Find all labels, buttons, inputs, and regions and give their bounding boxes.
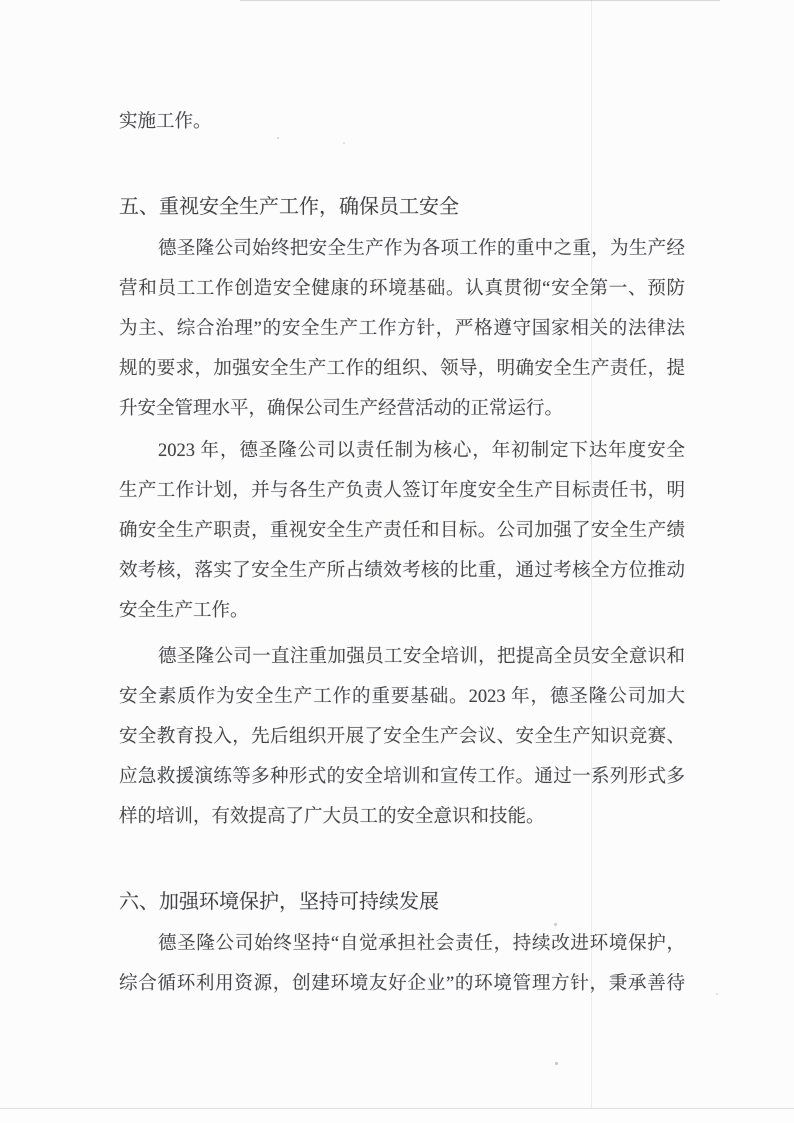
body-line: 为主、综合治理”的安全生产工作方针，严格遵守国家相关的法律法	[119, 319, 685, 339]
body-line: 样的培训，有效提高了广大员工的安全意识和技能。	[119, 807, 545, 827]
scan-top-edge-artifact	[240, 0, 720, 1]
body-line: 综合循环利用资源，创建环境友好企业”的环境管理方针，秉承善待	[119, 974, 685, 994]
body-line: 德圣隆公司一直注重加强员工安全培训，把提高全员安全意识和	[158, 647, 685, 667]
body-line: 规的要求，加强安全生产工作的组织、领导，明确安全生产责任，提	[119, 359, 685, 379]
page-text-block	[119, 102, 685, 1004]
scan-bottom-strip	[0, 1109, 794, 1123]
body-line: 应急救援演练等多种形式的安全培训和宣传工作。通过一系列形式多	[119, 767, 685, 787]
section-heading-six: 六、加强环境保护，坚持可持续发展	[119, 891, 439, 913]
paragraph	[119, 924, 685, 1004]
body-line: 德圣隆公司始终把安全生产作为各项工作的重中之重，为生产经	[158, 239, 685, 259]
section-heading-five: 五、重视安全生产工作，确保员工安全	[119, 196, 459, 218]
body-line: 安全素质作为安全生产工作的重要基础。2023 年，德圣隆公司加大	[119, 687, 685, 707]
paragraph	[119, 229, 685, 429]
paragraph	[119, 431, 685, 631]
body-line: 安全生产工作。	[119, 601, 249, 621]
body-line: 安全教育投入，先后组织开展了安全生产会议、安全生产知识竞赛、	[119, 727, 685, 747]
body-line: 实施工作。	[119, 112, 212, 132]
scan-speck	[555, 1062, 558, 1065]
body-line: 德圣隆公司始终坚持“自觉承担社会责任，持续改进环境保护，	[158, 934, 685, 954]
scan-speck	[716, 993, 718, 995]
body-line: 升安全管理水平，确保公司生产经营活动的正常运行。	[119, 399, 564, 419]
body-line: 营和员工工作创造安全健康的环境基础。认真贯彻“安全第一、预防	[119, 279, 685, 299]
body-line: 2023 年，德圣隆公司以责任制为核心，年初制定下达年度安全	[158, 441, 685, 461]
paragraph	[119, 637, 685, 837]
body-line: 效考核，落实了安全生产所占绩效考核的比重，通过考核全方位推动	[119, 561, 685, 581]
body-line: 确安全生产职责，重视安全生产责任和目标。公司加强了安全生产绩	[119, 521, 685, 541]
body-line: 生产工作计划，并与各生产负责人签订年度安全生产目标责任书，明	[119, 481, 685, 501]
